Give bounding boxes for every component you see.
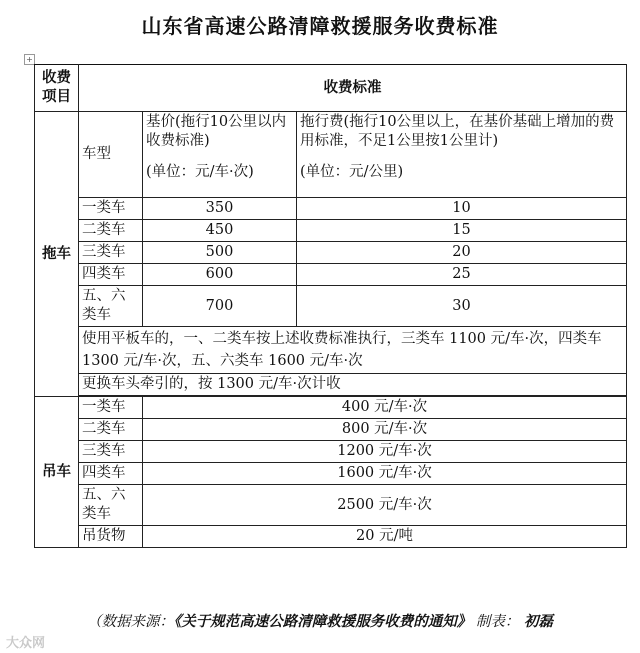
table-row [35, 286, 627, 327]
flatbed-note: 使用平板车的，一、二类车按上述收费标准执行，三类车 1100 元/车·次，四类车 1300 元/车·次，五、六类车 1600 元/车·次 [79, 327, 627, 374]
vehicle-type-label: 车型 [79, 112, 143, 198]
crane-price-cell: 400 元/车·次 [143, 397, 627, 419]
vehicle-type-cell: 四类车 [79, 463, 143, 485]
table-header-row [35, 65, 627, 112]
watermark: 大众网 [6, 636, 46, 651]
tow-fee-cell: 30 [297, 286, 627, 327]
header-item-cell: 收费项目 [35, 65, 79, 112]
maker-label: 制表： [475, 614, 520, 630]
source-document: 《关于规范高速公路清障救援服务收费的通知》 [174, 613, 472, 630]
base-price-cell: 600 [143, 264, 297, 286]
tow-fee-label: 拖行费(拖行10公里以上，在基价基础上增加的费用标准，不足1公里按1公里计) [300, 114, 615, 149]
base-price-header [143, 112, 297, 198]
tow-subheader-row [35, 112, 627, 198]
table-row [35, 220, 627, 242]
vehicle-type-cell: 二类车 [79, 220, 143, 242]
table-row [35, 198, 627, 220]
page-title: 山东省高速公路清障救援服务收费标准 [141, 14, 499, 38]
source-prefix: （数据来源： [87, 614, 175, 630]
base-price-cell: 350 [143, 198, 297, 220]
tow-section-label: 拖车 [35, 112, 79, 397]
vehicle-type-cell: 五、六类车 [79, 286, 143, 327]
table-row [35, 526, 627, 548]
vehicle-type-cell: 吊货物 [79, 526, 143, 548]
crane-price-cell: 20 元/吨 [143, 526, 627, 548]
base-price-cell: 700 [143, 286, 297, 327]
tow-fee-unit: (单位：元/公里) [300, 164, 404, 180]
tow-fee-cell: 20 [297, 242, 627, 264]
crane-price-cell: 1600 元/车·次 [143, 463, 627, 485]
crane-price-cell: 800 元/车·次 [143, 419, 627, 441]
table-row [35, 441, 627, 463]
table-row [35, 264, 627, 286]
crane-section-label: 吊车 [35, 397, 79, 548]
table-move-handle-icon[interactable]: + [24, 54, 35, 65]
vehicle-type-cell: 一类车 [79, 198, 143, 220]
tractor-note: 更换车头牵引的，按 1300 元/车·次计收 [79, 374, 627, 396]
flatbed-note-row [35, 327, 627, 374]
vehicle-type-cell: 四类车 [79, 264, 143, 286]
tow-fee-cell: 10 [297, 198, 627, 220]
table-row [35, 463, 627, 485]
tow-fee-header [297, 112, 627, 198]
base-price-unit: (单位：元/车·次) [146, 164, 254, 180]
table-row [35, 419, 627, 441]
base-price-label: 基价(拖行10公里以内收费标准) [146, 114, 287, 149]
vehicle-type-cell: 三类车 [79, 441, 143, 463]
base-price-cell: 500 [143, 242, 297, 264]
tow-fee-cell: 25 [297, 264, 627, 286]
vehicle-type-cell: 一类车 [79, 397, 143, 419]
vehicle-type-cell: 五、六类车 [79, 485, 143, 526]
source-note [0, 610, 640, 631]
vehicle-type-cell: 二类车 [79, 419, 143, 441]
fee-table [34, 64, 627, 548]
vehicle-type-cell: 三类车 [79, 242, 143, 264]
base-price-cell: 450 [143, 220, 297, 242]
table-row [35, 397, 627, 419]
crane-price-cell: 2500 元/车·次 [143, 485, 627, 526]
tractor-note-row [35, 374, 627, 396]
maker-name: 初磊 [523, 613, 553, 630]
tow-fee-cell: 15 [297, 220, 627, 242]
table-row [35, 485, 627, 526]
table-row [35, 242, 627, 264]
crane-price-cell: 1200 元/车·次 [143, 441, 627, 463]
header-standard-cell: 收费标准 [79, 65, 627, 112]
